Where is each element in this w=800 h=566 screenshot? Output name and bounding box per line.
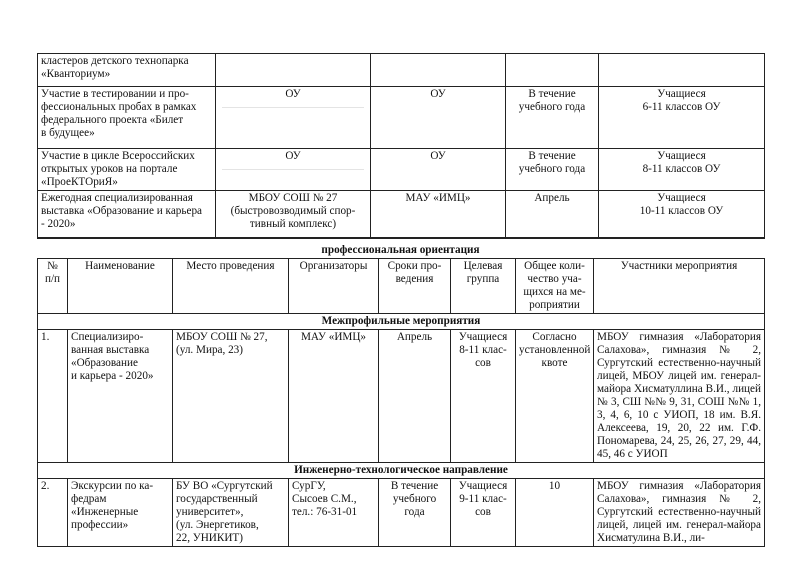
row-student-count: Согласно установленной квоте [516, 330, 594, 463]
event-time: Апрель [506, 191, 599, 238]
career-guidance-table [37, 258, 765, 547]
row-participants: МБОУ гимназия «Лаборатория Салахова», гимназия № 2, Сургутский естественно-научный лицей, лицей им. генерал-майора Хисматулина В.И., ли- [594, 479, 765, 547]
row-target-group: Учащиеся 8-11 клас- сов [451, 330, 516, 463]
header-target-group: Целевая группа [451, 259, 516, 314]
event-place [216, 87, 371, 149]
event-organizer: ОУ [371, 87, 506, 149]
event-time [506, 54, 599, 87]
event-name: кластеров детского технопарка «Кванториум» [38, 54, 216, 87]
event-name: Ежегодная специализированная выставка «Образование и карьера - 2020» [38, 191, 216, 238]
place-text: ОУ [285, 150, 301, 162]
row-target-group: Учащиеся 9-11 клас- сов [451, 479, 516, 547]
event-place [216, 149, 371, 191]
table-row [38, 479, 765, 547]
row-student-count: 10 [516, 479, 594, 547]
row-place: БУ ВО «Сургутский государственный университет», (ул. Энергетиков, 22, УНИКИТ) [173, 479, 289, 547]
event-group: Учащиеся 8-11 классов ОУ [599, 149, 765, 191]
section-title: профессиональная ориентация [321, 244, 480, 256]
row-place: МБОУ СОШ № 27, (ул. Мира, 23) [173, 330, 289, 463]
table-row [38, 149, 765, 191]
header-student-count: Общее коли- чество уча- щихся на ме- роприятии [516, 259, 594, 314]
table-row [38, 330, 765, 463]
row-participants: МБОУ гимназия «Лаборатория Салахова», гимназия № 2, Сургутский естественно-научный лицей, МБОУ лицей им. генерал-майора Хисматуллина В.И., лицей № 3, СШ №№ 9, 31, СОШ №№ 1, 3, 4, 6, 10 с УИОП, 18 им. В.Я. Алексеева, 19, 20, 22 им. Г.Ф. Пономарева, 24, 25, 26, 27, 29, 44, 45, 46 с УИОП [594, 330, 765, 463]
header-number: № п/п [38, 259, 68, 314]
table-row [38, 87, 765, 149]
header-participants: Участники мероприятия [594, 259, 765, 314]
event-time: В течение учебного года [506, 149, 599, 191]
event-time: В течение учебного года [506, 87, 599, 149]
event-place [216, 54, 371, 87]
row-organizers: СурГУ, Сысоев С.М., тел.: 76-31-01 [289, 479, 379, 547]
event-place: МБОУ СОШ № 27 (быстровозводимый спор- тивный комплекс) [216, 191, 371, 238]
row-number: 2. [38, 479, 68, 547]
row-name: Специализиро- ванная выставка «Образование и карьера - 2020» [68, 330, 173, 463]
header-row [38, 259, 765, 314]
row-name: Экскурсии по ка- федрам «Инженерные профессии» [68, 479, 173, 547]
row-dates: В течение учебного года [379, 479, 451, 547]
event-organizer: ОУ [371, 149, 506, 191]
divider [222, 169, 364, 170]
row-dates: Апрель [379, 330, 451, 463]
header-place: Место проведения [173, 259, 289, 314]
section-row [38, 463, 765, 479]
table-row [38, 54, 765, 87]
header-name: Наименование [68, 259, 173, 314]
header-dates: Сроки про- ведения [379, 259, 451, 314]
section-engineering: Инженерно-технологическое направление [38, 463, 765, 479]
row-number: 1. [38, 330, 68, 463]
section-interprofile: Межпрофильные мероприятия [38, 314, 765, 330]
event-group [599, 54, 765, 87]
event-group: Учащиеся 10-11 классов ОУ [599, 191, 765, 238]
place-text: ОУ [285, 88, 301, 100]
section-row [38, 314, 765, 330]
event-organizer [371, 54, 506, 87]
divider [222, 107, 364, 108]
header-organizers: Организаторы [289, 259, 379, 314]
events-table-continued [37, 53, 765, 239]
table-row [38, 191, 765, 238]
event-name: Участие в тестировании и про- фессиональных пробах в рамках федерального проекта «Билет в будущее» [38, 87, 216, 149]
event-group: Учащиеся 6-11 классов ОУ [599, 87, 765, 149]
row-organizers: МАУ «ИМЦ» [289, 330, 379, 463]
event-organizer: МАУ «ИМЦ» [371, 191, 506, 238]
event-name: Участие в цикле Всероссийских открытых уроков на портале «ПроеКТОриЯ» [38, 149, 216, 191]
